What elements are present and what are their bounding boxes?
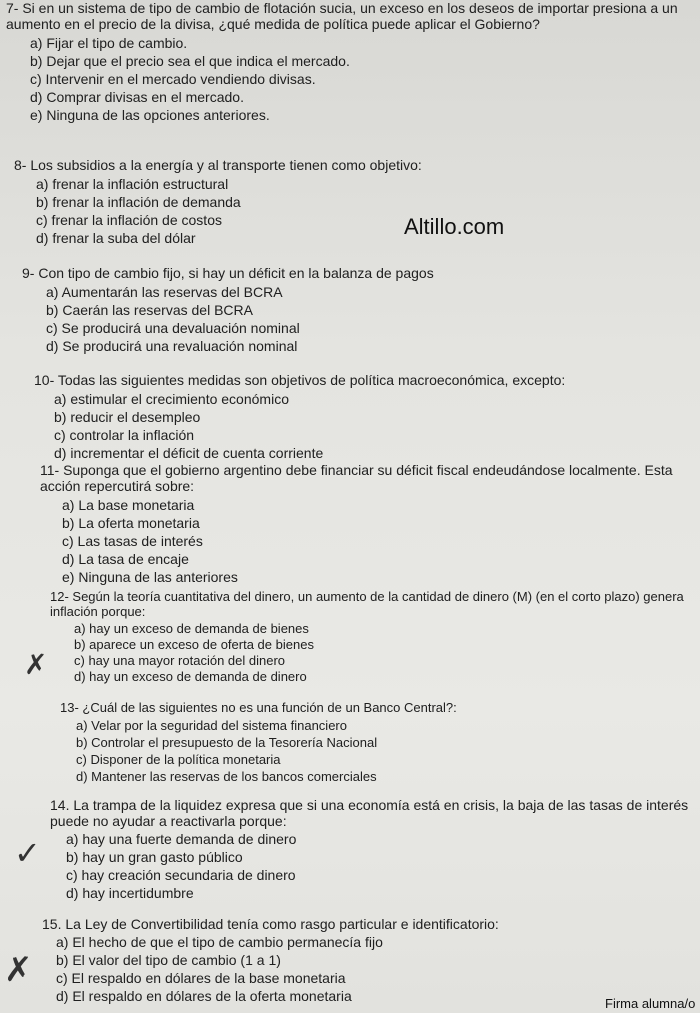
question-13 bbox=[60, 700, 660, 785]
option-d: d) Se producirá una revaluación nominal bbox=[46, 338, 298, 354]
question-stem: 12- Según la teoría cuantitativa del dinero, un aumento de la cantidad de dinero (M) (en el corto plazo) genera inflación porque: bbox=[50, 589, 684, 619]
option-a: a) frenar la inflación estructural bbox=[36, 176, 229, 192]
question-7 bbox=[6, 0, 698, 124]
option-c: c) Se producirá una devaluación nominal bbox=[46, 320, 300, 336]
option-a: a) Velar por la seguridad del sistema financiero bbox=[76, 718, 347, 733]
option-d: d) incrementar el déficit de cuenta corriente bbox=[54, 445, 324, 461]
cross-mark: ✗ bbox=[4, 950, 33, 990]
question-14 bbox=[50, 797, 690, 902]
options-list bbox=[46, 283, 622, 355]
option-a: a) Fijar el tipo de cambio. bbox=[30, 35, 188, 51]
question-11 bbox=[40, 462, 690, 586]
option-b: b) aparece un exceso de oferta de bienes bbox=[74, 637, 314, 652]
option-c: c) frenar la inflación de costos bbox=[36, 212, 222, 228]
option-c: c) Intervenir en el mercado vendiendo divisas. bbox=[30, 71, 316, 87]
check-mark: ✓ bbox=[14, 834, 41, 872]
option-b: b) hay un gran gasto público bbox=[66, 849, 243, 865]
option-c: c) hay una mayor rotación del dinero bbox=[74, 653, 286, 668]
option-c: c) El respaldo en dólares de la base monetaria bbox=[56, 970, 346, 986]
question-stem: 9- Con tipo de cambio fijo, si hay un déficit en la balanza de pagos bbox=[22, 265, 434, 281]
question-stem: 13- ¿Cuál de las siguientes no es una función de un Banco Central?: bbox=[60, 700, 457, 715]
options-list bbox=[30, 34, 698, 124]
question-8 bbox=[14, 157, 614, 247]
option-d: d) hay un exceso de demanda de dinero bbox=[74, 669, 307, 684]
option-d: d) Mantener las reservas de los bancos comerciales bbox=[76, 769, 377, 784]
options-list bbox=[62, 496, 690, 586]
question-stem: 8- Los subsidios a la energía y al transporte tienen como objetivo: bbox=[14, 157, 422, 173]
option-d: d) El respaldo en dólares de la oferta monetaria bbox=[56, 988, 352, 1004]
question-stem: 7- Si en un sistema de tipo de cambio de flotación sucia, un exceso en los deseos de importar presiona a un aumento en el precio de la divisa, ¿qué medida de política puede aplicar el Gobierno? bbox=[6, 0, 678, 32]
option-a: a) estimular el crecimiento económico bbox=[54, 391, 289, 407]
options-list bbox=[56, 933, 642, 1005]
question-stem: 14. La trampa de la liquidez expresa que si una economía está en crisis, la baja de las tasas de interés puede no ayudar a reactivarla porque: bbox=[50, 797, 689, 829]
options-list bbox=[76, 717, 660, 785]
option-b: b) Controlar el presupuesto de la Tesorería Nacional bbox=[76, 735, 378, 750]
option-e: e) Ninguna de las anteriores bbox=[62, 569, 238, 585]
question-15 bbox=[42, 916, 642, 1005]
option-b: b) frenar la inflación de demanda bbox=[36, 194, 241, 210]
question-10 bbox=[34, 372, 634, 462]
question-stem: 15. La Ley de Convertibilidad tenía como rasgo particular e identificatorio: bbox=[42, 916, 499, 932]
cross-mark: ✗ bbox=[24, 648, 48, 681]
option-c: c) controlar la inflación bbox=[54, 427, 195, 443]
option-d: d) hay incertidumbre bbox=[66, 885, 194, 901]
question-stem: 10- Todas las siguientes medidas son objetivos de política macroeconómica, excepto: bbox=[34, 372, 566, 388]
watermark: Altillo.com bbox=[404, 214, 505, 239]
option-a: a) La base monetaria bbox=[62, 497, 195, 513]
option-b: b) La oferta monetaria bbox=[62, 515, 200, 531]
option-a: a) Aumentarán las reservas del BCRA bbox=[46, 284, 283, 300]
options-list bbox=[36, 175, 614, 247]
question-stem: 11- Suponga que el gobierno argentino debe financiar su déficit fiscal endeudándose localmente. Esta acción repercutirá sobre: bbox=[40, 462, 673, 494]
option-b: b) Caerán las reservas del BCRA bbox=[46, 302, 253, 318]
signature-label: Firma alumna/o bbox=[605, 996, 696, 1011]
question-12 bbox=[50, 589, 690, 685]
option-a: a) hay un exceso de demanda de bienes bbox=[74, 621, 309, 636]
option-a: a) El hecho de que el tipo de cambio permanecía fijo bbox=[56, 934, 383, 950]
option-c: c) Las tasas de interés bbox=[62, 533, 203, 549]
option-b: b) Dejar que el precio sea el que indica el mercado. bbox=[30, 53, 350, 69]
option-b: b) reducir el desempleo bbox=[54, 409, 201, 425]
option-d: d) frenar la suba del dólar bbox=[36, 230, 196, 246]
question-9 bbox=[22, 265, 622, 355]
options-list bbox=[54, 390, 634, 462]
options-list bbox=[66, 830, 690, 902]
option-d: d) La tasa de encaje bbox=[62, 551, 189, 567]
option-d: d) Comprar divisas en el mercado. bbox=[30, 89, 244, 105]
option-c: c) Disponer de la política monetaria bbox=[76, 752, 281, 767]
option-e: e) Ninguna de las opciones anteriores. bbox=[30, 107, 270, 123]
options-list bbox=[74, 621, 690, 685]
option-a: a) hay una fuerte demanda de dinero bbox=[66, 831, 297, 847]
option-b: b) El valor del tipo de cambio (1 a 1) bbox=[56, 952, 281, 968]
option-c: c) hay creación secundaria de dinero bbox=[66, 867, 296, 883]
